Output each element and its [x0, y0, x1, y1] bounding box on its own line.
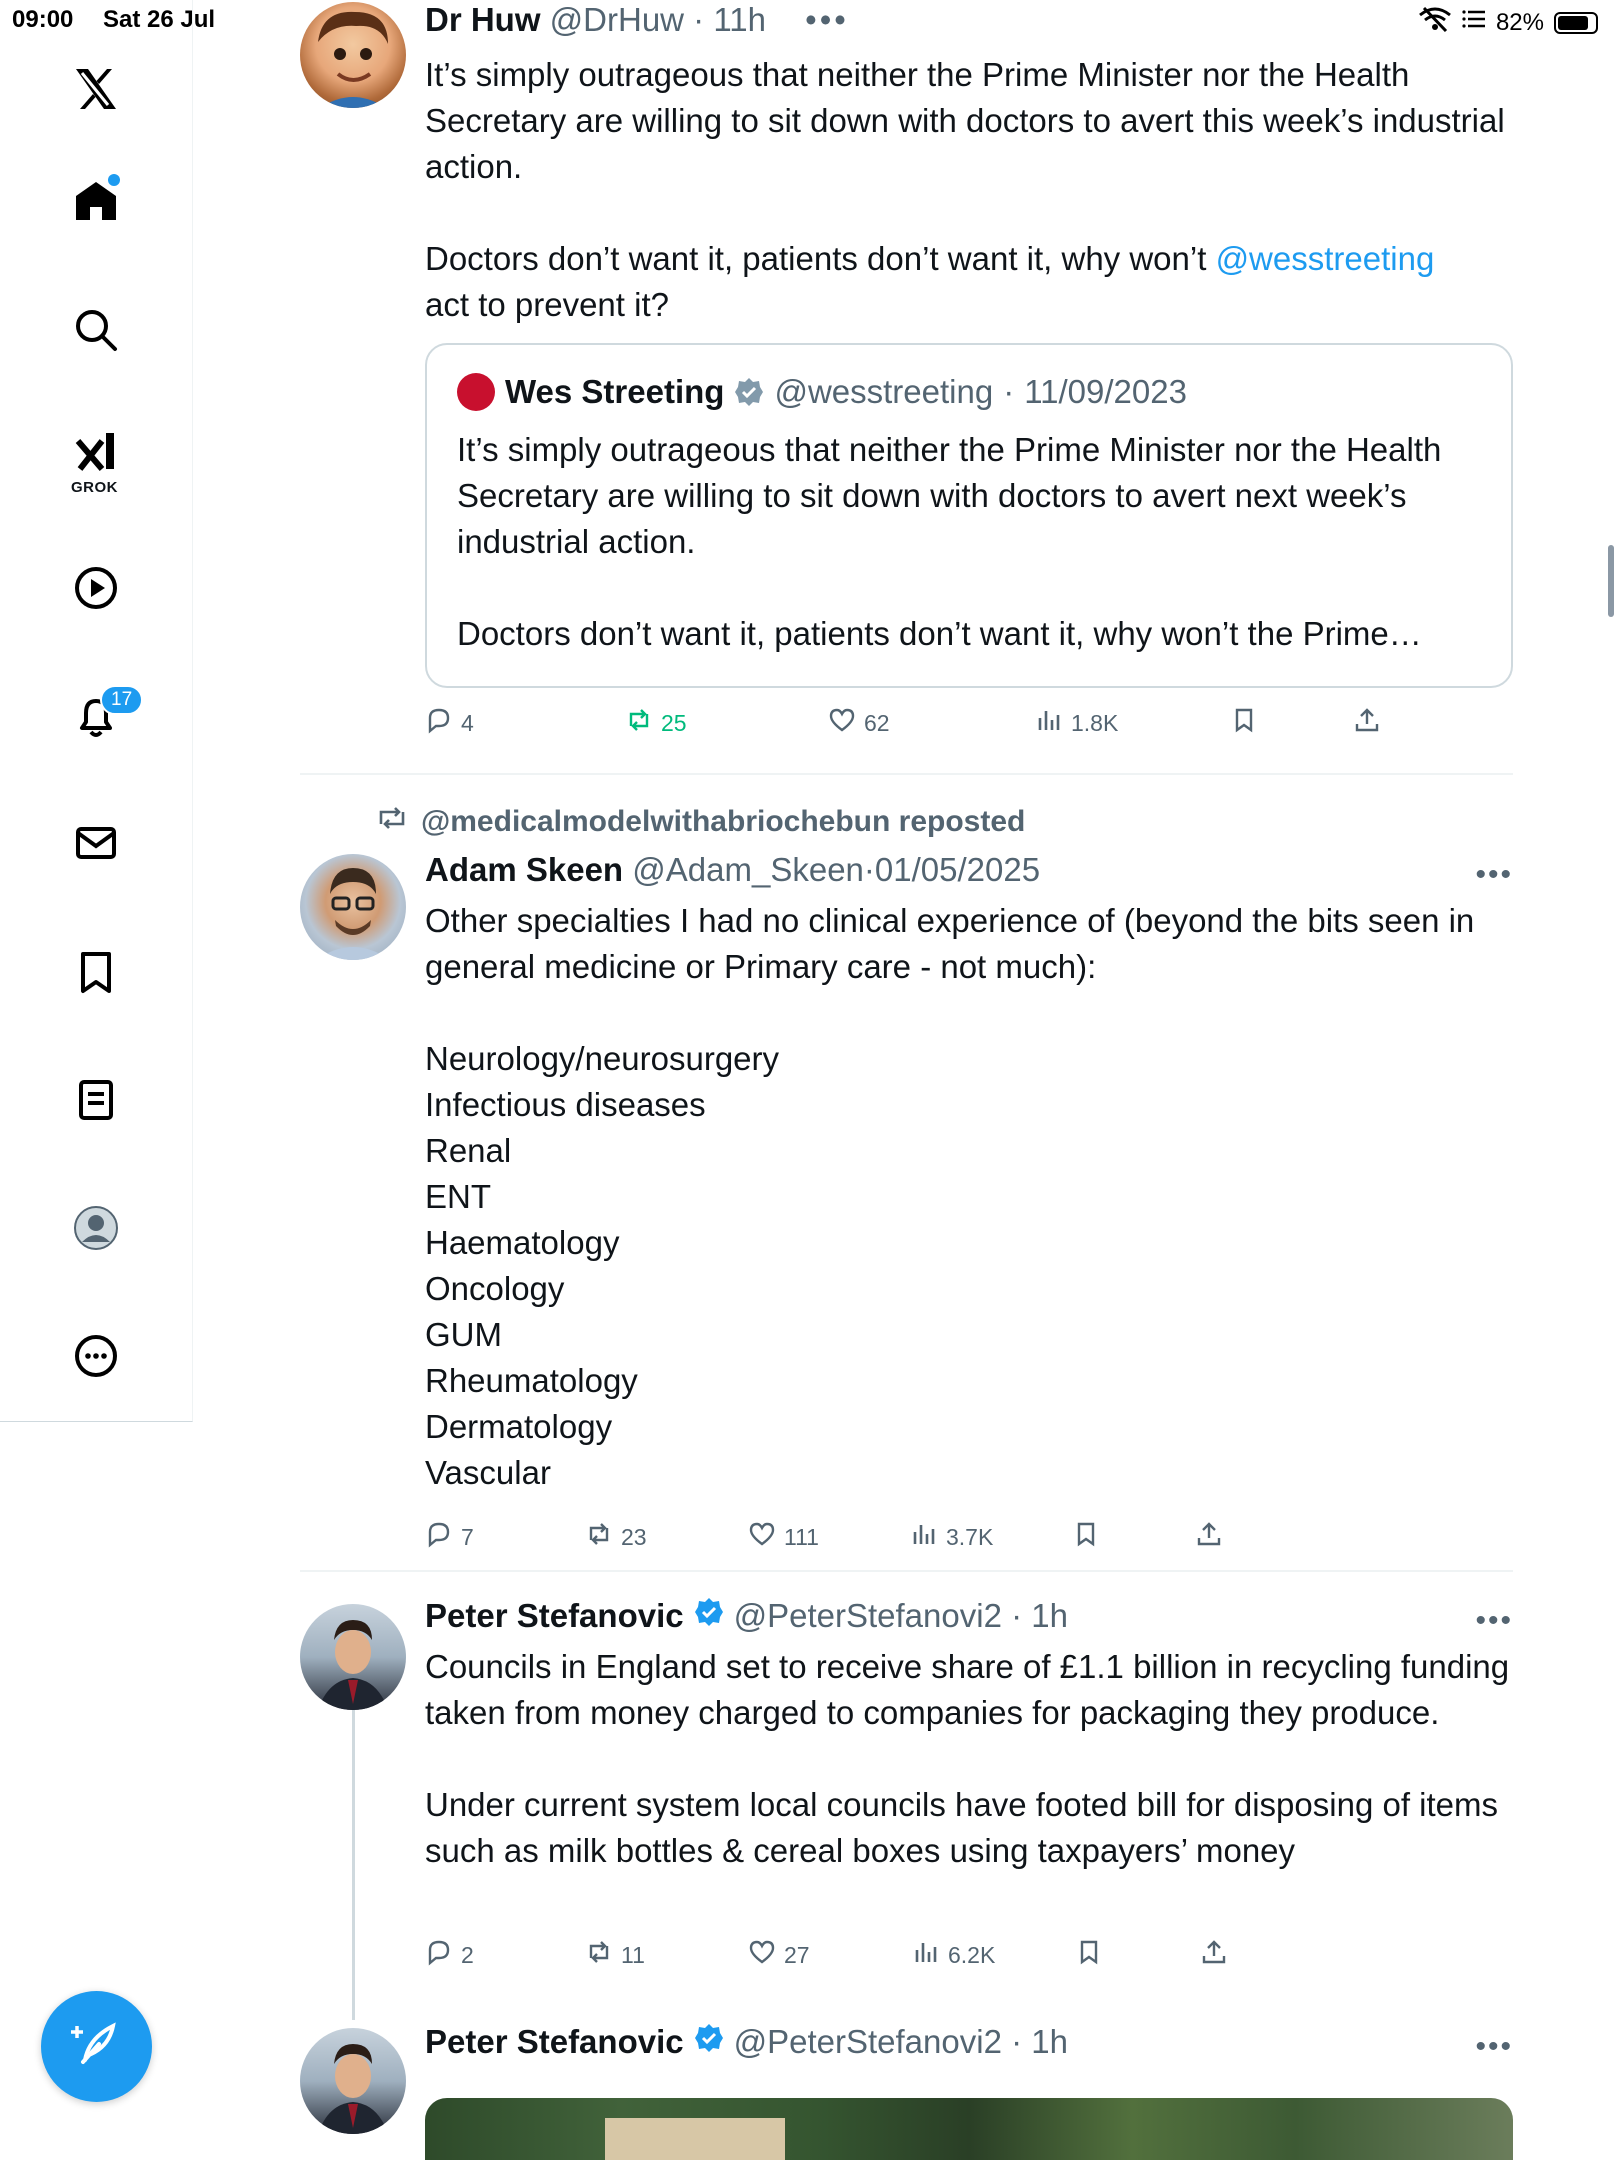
repost-button[interactable] [585, 1520, 647, 1554]
bookmark-icon [1072, 1520, 1100, 1554]
compose-feather-icon [69, 2016, 125, 2077]
reply-icon [425, 1938, 453, 1972]
avatar[interactable] [300, 854, 406, 960]
repost-icon [625, 706, 653, 740]
heart-icon [748, 1938, 776, 1972]
reply-count: 4 [461, 709, 474, 736]
like-button[interactable] [828, 706, 890, 740]
reply-icon [425, 706, 453, 740]
views-button[interactable] [910, 1520, 993, 1554]
repost-small-icon [375, 804, 409, 840]
author-handle[interactable]: @DrHuw [549, 1, 685, 38]
author-name[interactable]: Dr Huw [425, 1, 541, 38]
post-header: Adam Skeen @Adam_Skeen·01/05/2025 [425, 851, 1041, 888]
post-time[interactable]: 1h [1031, 2023, 1068, 2060]
bookmark-button[interactable] [1230, 706, 1258, 740]
author-handle[interactable]: @PeterStefanovi2 [733, 2023, 1002, 2060]
post-text [425, 52, 1513, 328]
author-name[interactable]: Adam Skeen [425, 851, 624, 888]
reply-count: 7 [461, 1523, 474, 1550]
feed-scrollbar[interactable] [1608, 545, 1614, 617]
repost-button[interactable] [625, 706, 687, 740]
sidebar [0, 0, 193, 1422]
post-time[interactable]: 01/05/2025 [874, 851, 1041, 888]
post-text-body: It’s simply outrageous that neither the Prime Minister nor the Health Secretary are willing to sit down with doctors to avert this week’s industrial action. Doctors don’t want it, patients don’t want it, why won’t [425, 56, 1505, 277]
views-count: 6.2K [948, 1941, 996, 1968]
more-menu-icon[interactable]: ••• [1475, 1604, 1513, 1637]
bookmark-icon [1230, 706, 1258, 740]
bookmarks-icon[interactable] [63, 939, 129, 1005]
repost-icon [585, 1938, 613, 1972]
post-actions [300, 1938, 1513, 1978]
quoted-post-header: Wes Streeting @wesstreeting · 11/09/2023 [457, 373, 1187, 411]
repost-count: 23 [621, 1523, 647, 1550]
image-cardboard-box [605, 2118, 785, 2160]
thread-connector [352, 1710, 355, 2020]
views-count: 3.7K [946, 1523, 994, 1550]
reply-button[interactable] [425, 706, 474, 740]
repost-count: 25 [661, 709, 687, 736]
post-dr-huw[interactable] [300, 0, 1513, 760]
quoted-post-text: It’s simply outrageous that neither the Prime Minister nor the Health Secretary are willing to sit down with doctors to avert next week’s industrial action. Doctors don’t want it, patients don’t want it, why won’t the Prime… [457, 431, 1442, 652]
battery-percent: 82% [1495, 8, 1544, 36]
compose-post-button[interactable] [41, 1991, 152, 2102]
more-menu-icon[interactable]: ••• [1475, 2030, 1513, 2063]
post-adam-skeen[interactable] [300, 850, 1513, 1550]
bookmark-button[interactable] [1075, 1938, 1103, 1972]
share-button[interactable] [1353, 706, 1381, 740]
views-chart-icon [910, 1520, 938, 1554]
share-icon [1195, 1520, 1223, 1554]
post-header: Dr Huw @DrHuw · 11h ••• [425, 1, 849, 38]
views-chart-icon [912, 1938, 940, 1972]
heart-icon [748, 1520, 776, 1554]
repost-button[interactable] [585, 1938, 645, 1972]
post-divider [300, 1570, 1513, 1572]
reply-button[interactable] [425, 1938, 474, 1972]
heart-icon [828, 706, 856, 740]
post-header: Peter Stefanovic @PeterStefanovi2 · 1h [425, 1597, 1068, 1634]
author-name[interactable]: Peter Stefanovic [425, 1597, 684, 1634]
post-text-tail: act to prevent it? [425, 286, 669, 323]
search-icon[interactable] [63, 297, 129, 363]
quoted-author-handle[interactable]: @wesstreeting [774, 373, 994, 410]
messages-envelope-icon[interactable] [63, 810, 129, 876]
post-header: Peter Stefanovic @PeterStefanovi2 · 1h [425, 2023, 1068, 2060]
post-peter-stefanovic[interactable] [300, 1596, 1513, 1976]
verified-badge-icon [694, 1596, 724, 1636]
views-count: 1.8K [1071, 709, 1119, 736]
share-icon [1353, 706, 1381, 740]
post-time[interactable]: 1h [1031, 1597, 1068, 1634]
quoted-avatar[interactable] [457, 373, 495, 411]
reply-count: 2 [461, 1941, 474, 1968]
views-button[interactable] [912, 1938, 995, 1972]
like-count: 62 [864, 709, 890, 736]
like-button[interactable] [748, 1938, 810, 1972]
post-divider [300, 773, 1513, 775]
post-actions [300, 1520, 1513, 1560]
repost-icon [585, 1520, 613, 1554]
x-logo-icon[interactable] [63, 56, 129, 122]
status-date: Sat 26 Jul [103, 6, 216, 33]
verified-badge-icon [734, 373, 764, 411]
author-handle[interactable]: @Adam_Skeen [632, 851, 864, 888]
like-count: 27 [784, 1941, 810, 1968]
lists-icon[interactable] [63, 1067, 129, 1133]
author-name[interactable]: Peter Stefanovic [425, 2023, 684, 2060]
quoted-date: 11/09/2023 [1024, 373, 1187, 410]
post-text: Councils in England set to receive share of £1.1 billion in recycling funding taken from money charged to companies for packaging they produce. Under current system local councils have footed bill for disposing of items such as milk bottles & cereal boxes using taxpayers’ money [425, 1648, 1510, 1869]
profile-avatar-icon[interactable] [63, 1195, 129, 1261]
reply-button[interactable] [425, 1520, 474, 1554]
avatar[interactable] [300, 2, 406, 108]
avatar[interactable] [300, 1604, 406, 1710]
grok-icon[interactable] [63, 420, 129, 486]
share-button[interactable] [1200, 1938, 1228, 1972]
quoted-post[interactable] [425, 343, 1513, 688]
post-image[interactable] [425, 2098, 1513, 2160]
post-text: Other specialties I had no clinical experience of (beyond the bits seen in general medicine or Primary care - not much): Neurology/neurosurgery Infectious diseases Renal ENT Haematology Oncology GUM Rheumatology Dermatology Vascular [425, 902, 1475, 1491]
grok-label: GROK [71, 479, 118, 496]
more-options-icon[interactable] [63, 1323, 129, 1389]
share-button[interactable] [1195, 1520, 1223, 1554]
repost-indicator [375, 804, 1025, 840]
battery-icon [1554, 12, 1598, 34]
post-actions [300, 706, 1513, 746]
notifications-badge: 17 [100, 685, 143, 715]
like-count: 111 [784, 1523, 819, 1550]
quoted-author-name[interactable]: Wes Streeting [505, 373, 725, 410]
avatar[interactable] [300, 2028, 406, 2134]
bookmark-button[interactable] [1072, 1520, 1100, 1554]
verified-badge-icon [694, 2022, 724, 2062]
home-unread-dot [108, 174, 120, 186]
status-time: 09:00 [12, 6, 74, 33]
bookmark-icon [1075, 1938, 1103, 1972]
post-peter-stefanovic-2[interactable] [300, 2022, 1513, 2160]
video-icon[interactable] [63, 555, 129, 621]
like-button[interactable] [748, 1520, 819, 1554]
mention-link[interactable]: @wesstreeting [1215, 240, 1435, 277]
share-icon [1200, 1938, 1228, 1972]
more-menu-icon[interactable]: ••• [805, 1, 849, 38]
reposted-by-label[interactable]: @medicalmodelwithabriochebun reposted [421, 805, 1026, 838]
views-button[interactable] [1035, 706, 1118, 740]
more-menu-icon[interactable]: ••• [1475, 858, 1513, 891]
views-chart-icon [1035, 706, 1063, 740]
author-handle[interactable]: @PeterStefanovi2 [733, 1597, 1002, 1634]
reply-icon [425, 1520, 453, 1554]
post-time[interactable]: 11h [713, 1, 766, 38]
repost-count: 11 [621, 1941, 645, 1968]
